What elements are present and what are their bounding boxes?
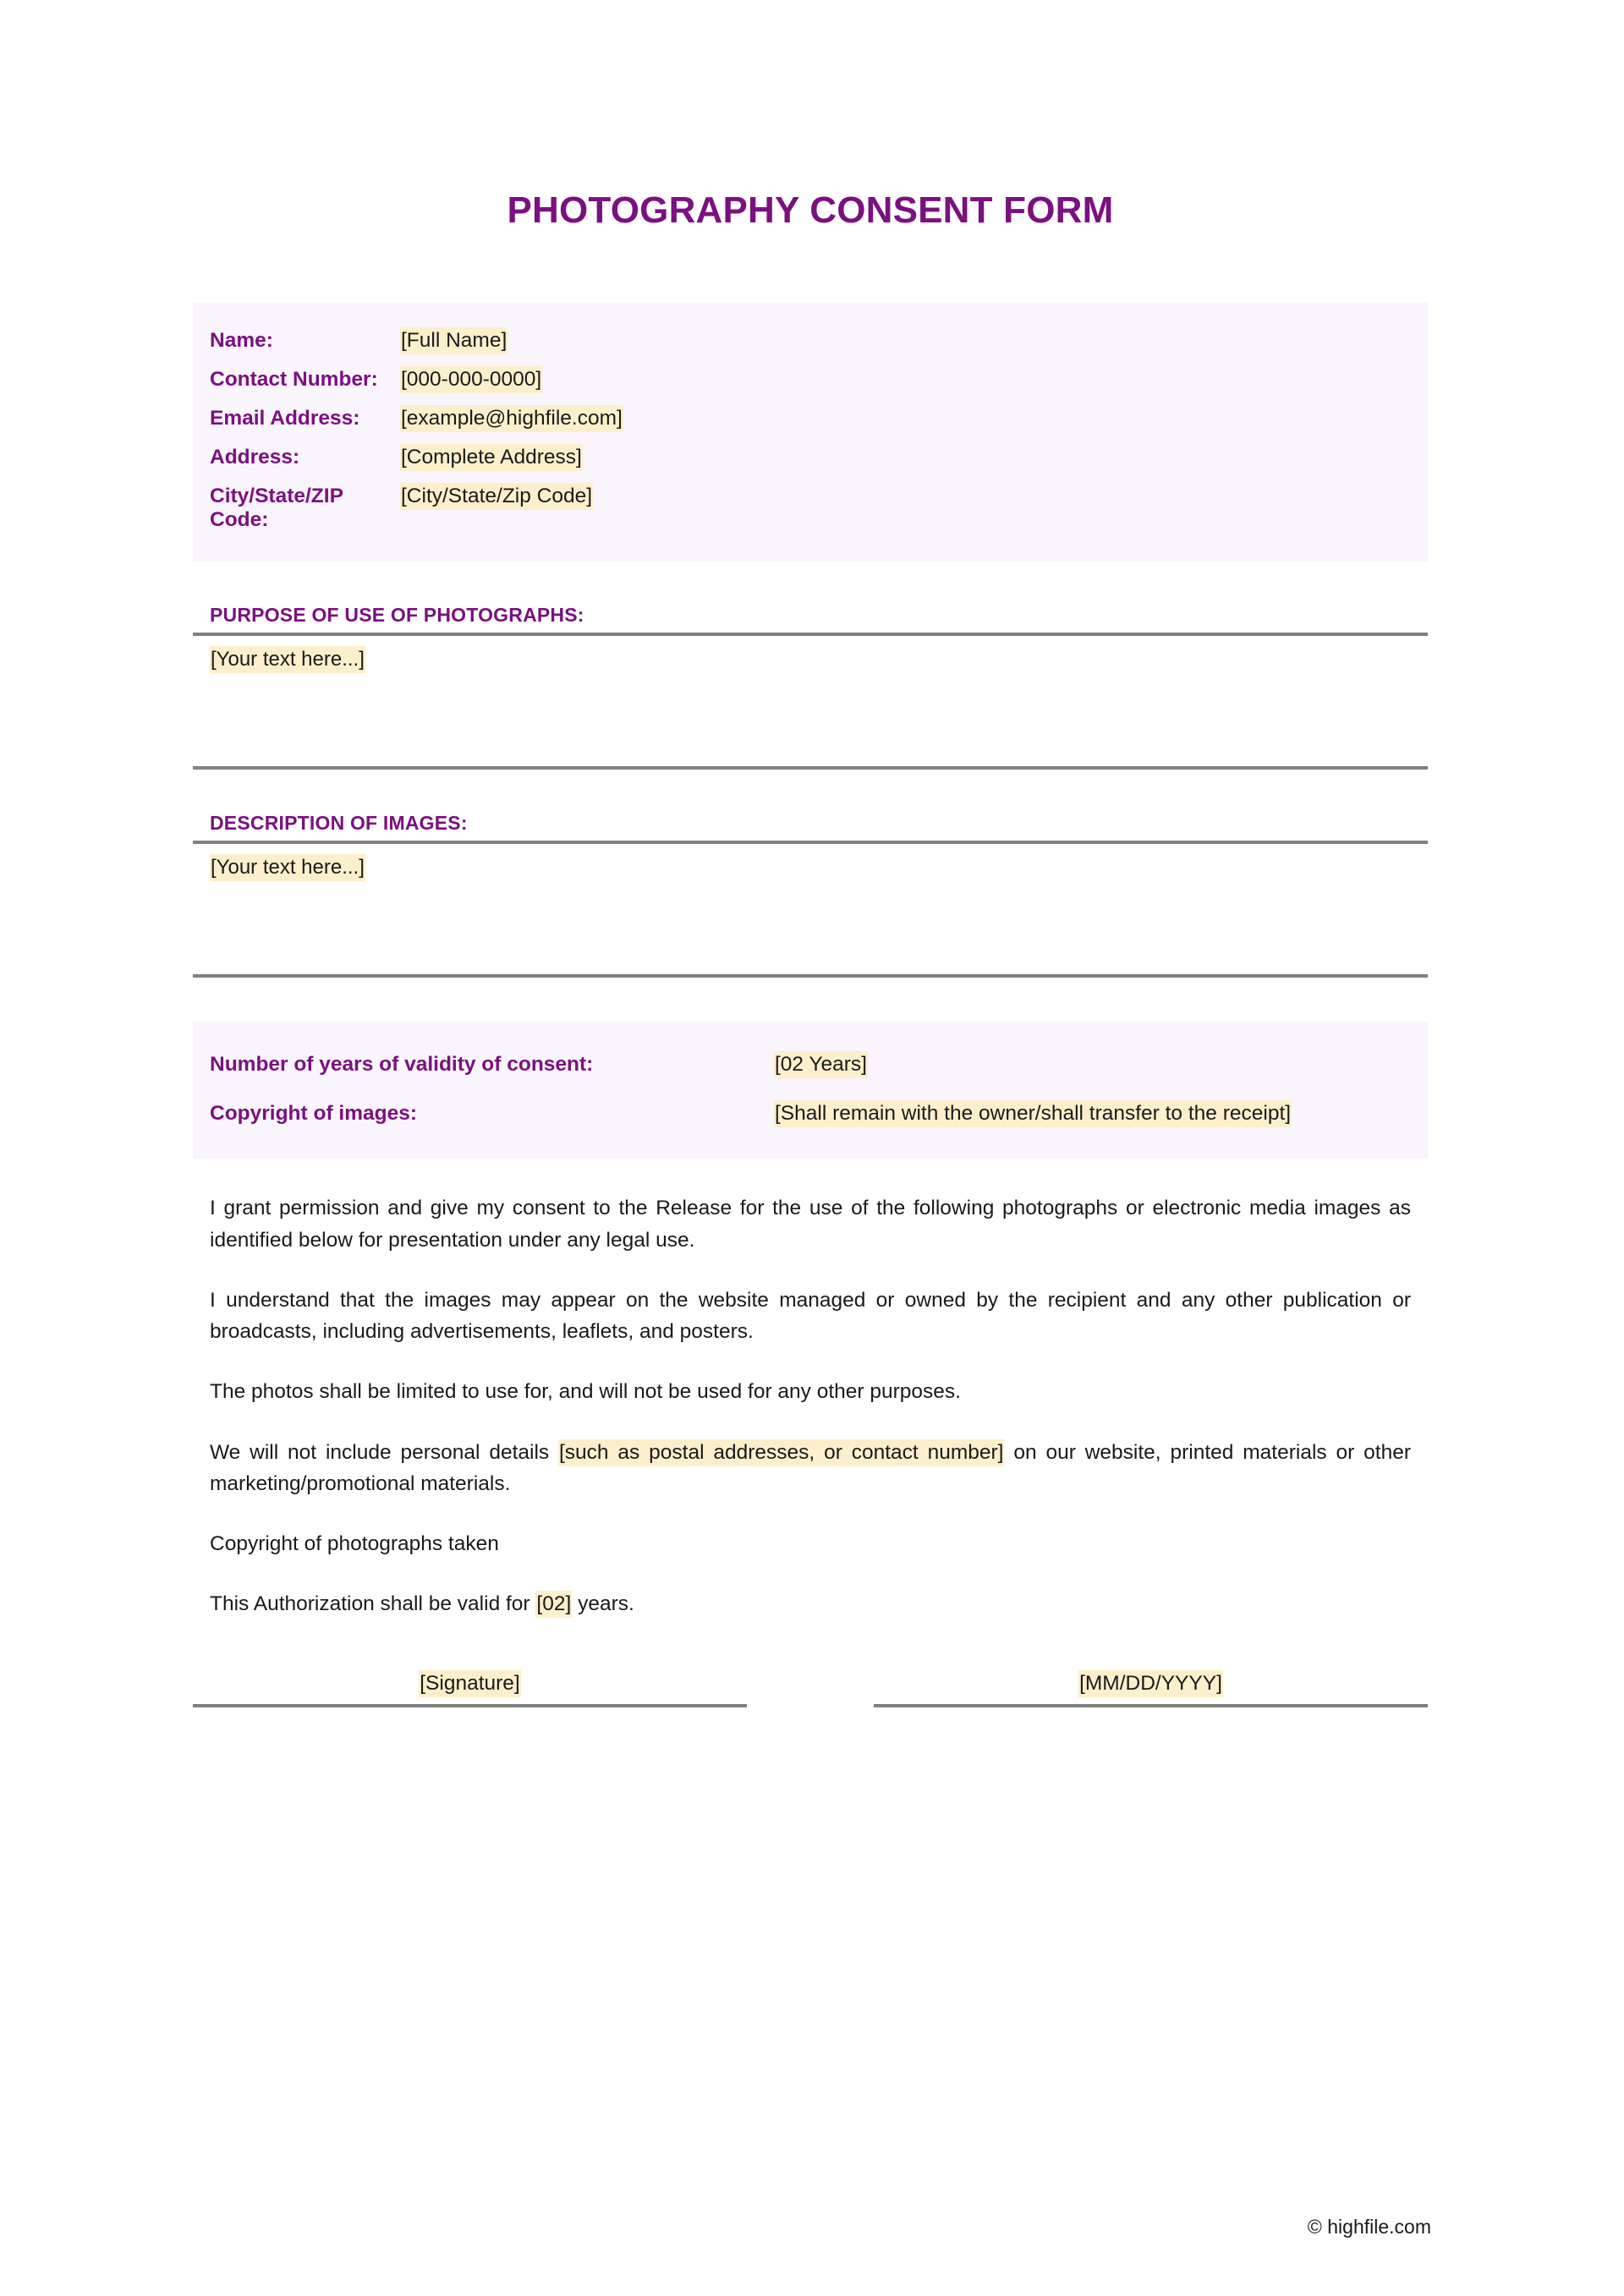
info-label-address: Address:: [210, 446, 300, 469]
city-state-zip-field-value[interactable]: [City/State/Zip Code]: [400, 483, 593, 510]
name-field-value[interactable]: [Full Name]: [400, 327, 508, 354]
signature-block: [193, 1672, 1428, 1707]
table-row: [193, 477, 1428, 540]
table-row: [193, 1040, 1428, 1089]
validity-label-copyright: Copyright of images:: [210, 1102, 418, 1126]
consent-paragraph-grant-permission: I grant permission and give my consent to the Release for the use of the following photographs or electronic media images as identified below for presentation under any legal use.: [210, 1197, 1411, 1252]
consent-paragraph-limited-use: The photos shall be limited to use for, and will not be used for any other purposes.: [210, 1380, 961, 1404]
info-label-contact-number: Contact Number:: [210, 368, 378, 392]
table-row: [193, 360, 1428, 399]
table-row: [193, 438, 1428, 477]
authorization-text-after: years.: [572, 1592, 634, 1616]
signature-column: [193, 1672, 747, 1707]
consent-paragraph-authorization-validity: [210, 1588, 1411, 1619]
purpose-of-use-section: [193, 604, 1428, 770]
table-row: [193, 321, 1428, 360]
consent-body-copy: [193, 1192, 1411, 1619]
purpose-of-use-heading: PURPOSE OF USE OF PHOTOGRAPHS:: [210, 604, 584, 627]
authorization-years-field-value[interactable]: [02]: [535, 1591, 572, 1618]
purpose-of-use-placeholder[interactable]: [Your text here...]: [210, 646, 365, 673]
address-field-value[interactable]: [Complete Address]: [400, 444, 583, 471]
validity-copyright-table: [193, 1022, 1428, 1159]
date-line: [874, 1704, 1428, 1707]
date-field-value[interactable]: [MM/DD/YYYY]: [1078, 1670, 1223, 1697]
purpose-bottom-rule: [193, 766, 1428, 770]
info-label-email-address: Email Address:: [210, 407, 360, 430]
validity-value-years[interactable]: [774, 1049, 868, 1081]
validity-label-years: Number of years of validity of consent:: [210, 1053, 594, 1077]
info-value-address[interactable]: [400, 446, 583, 469]
years-of-validity-field-value[interactable]: [02 Years]: [774, 1051, 868, 1078]
copyright-of-images-field-value[interactable]: [Shall remain with the owner/shall transfer to the receipt]: [774, 1100, 1292, 1127]
email-address-field-value[interactable]: [example@highfile.com]: [400, 405, 623, 432]
info-value-city-state-zip[interactable]: [400, 485, 593, 508]
signature-label-wrapper: [193, 1672, 747, 1696]
table-row: [193, 1089, 1428, 1138]
description-bottom-rule: [193, 974, 1428, 978]
info-label-name: Name:: [210, 329, 273, 353]
footer-copyright: © highfile.com: [1307, 2216, 1431, 2238]
description-of-images-section: [193, 812, 1428, 978]
consent-paragraph-understanding: I understand that the images may appear on the website managed or owned by the recipient and any other publication or broadcasts, including advertisements, leaflets, and posters.: [210, 1288, 1411, 1344]
page-title: PHOTOGRAPHY CONSENT FORM: [507, 189, 1114, 231]
description-of-images-placeholder[interactable]: [Your text here...]: [210, 854, 365, 881]
purpose-of-use-textarea[interactable]: [193, 636, 1428, 766]
consent-paragraph-copyright-taken: Copyright of photographs taken: [210, 1532, 499, 1555]
personal-details-field-value[interactable]: [such as postal addresses, or contact number]: [558, 1439, 1004, 1466]
info-value-name[interactable]: [400, 329, 508, 353]
personal-details-text-before: We will not include personal details: [210, 1440, 558, 1464]
personal-details-text-after: on our website, printed materials or other marketing/promotional materials.: [210, 1440, 1411, 1495]
date-column: [874, 1672, 1428, 1707]
signature-line: [193, 1704, 747, 1707]
contact-number-field-value[interactable]: [000-000-0000]: [400, 366, 542, 393]
info-value-contact-number[interactable]: [400, 368, 542, 392]
personal-info-table: [193, 303, 1428, 562]
table-row: [193, 399, 1428, 438]
authorization-text-before: This Authorization shall be valid for: [210, 1592, 536, 1616]
validity-value-copyright[interactable]: [774, 1098, 1292, 1130]
info-label-city-state-zip: City/State/ZIP Code:: [210, 485, 343, 532]
document-content: [193, 0, 1428, 1707]
consent-paragraph-personal-details: [210, 1437, 1411, 1499]
description-of-images-textarea[interactable]: [193, 844, 1428, 974]
date-label-wrapper: [874, 1672, 1428, 1696]
description-of-images-heading: DESCRIPTION OF IMAGES:: [210, 812, 468, 835]
info-value-email-address[interactable]: [400, 407, 623, 430]
signature-field-value[interactable]: [Signature]: [419, 1670, 521, 1697]
